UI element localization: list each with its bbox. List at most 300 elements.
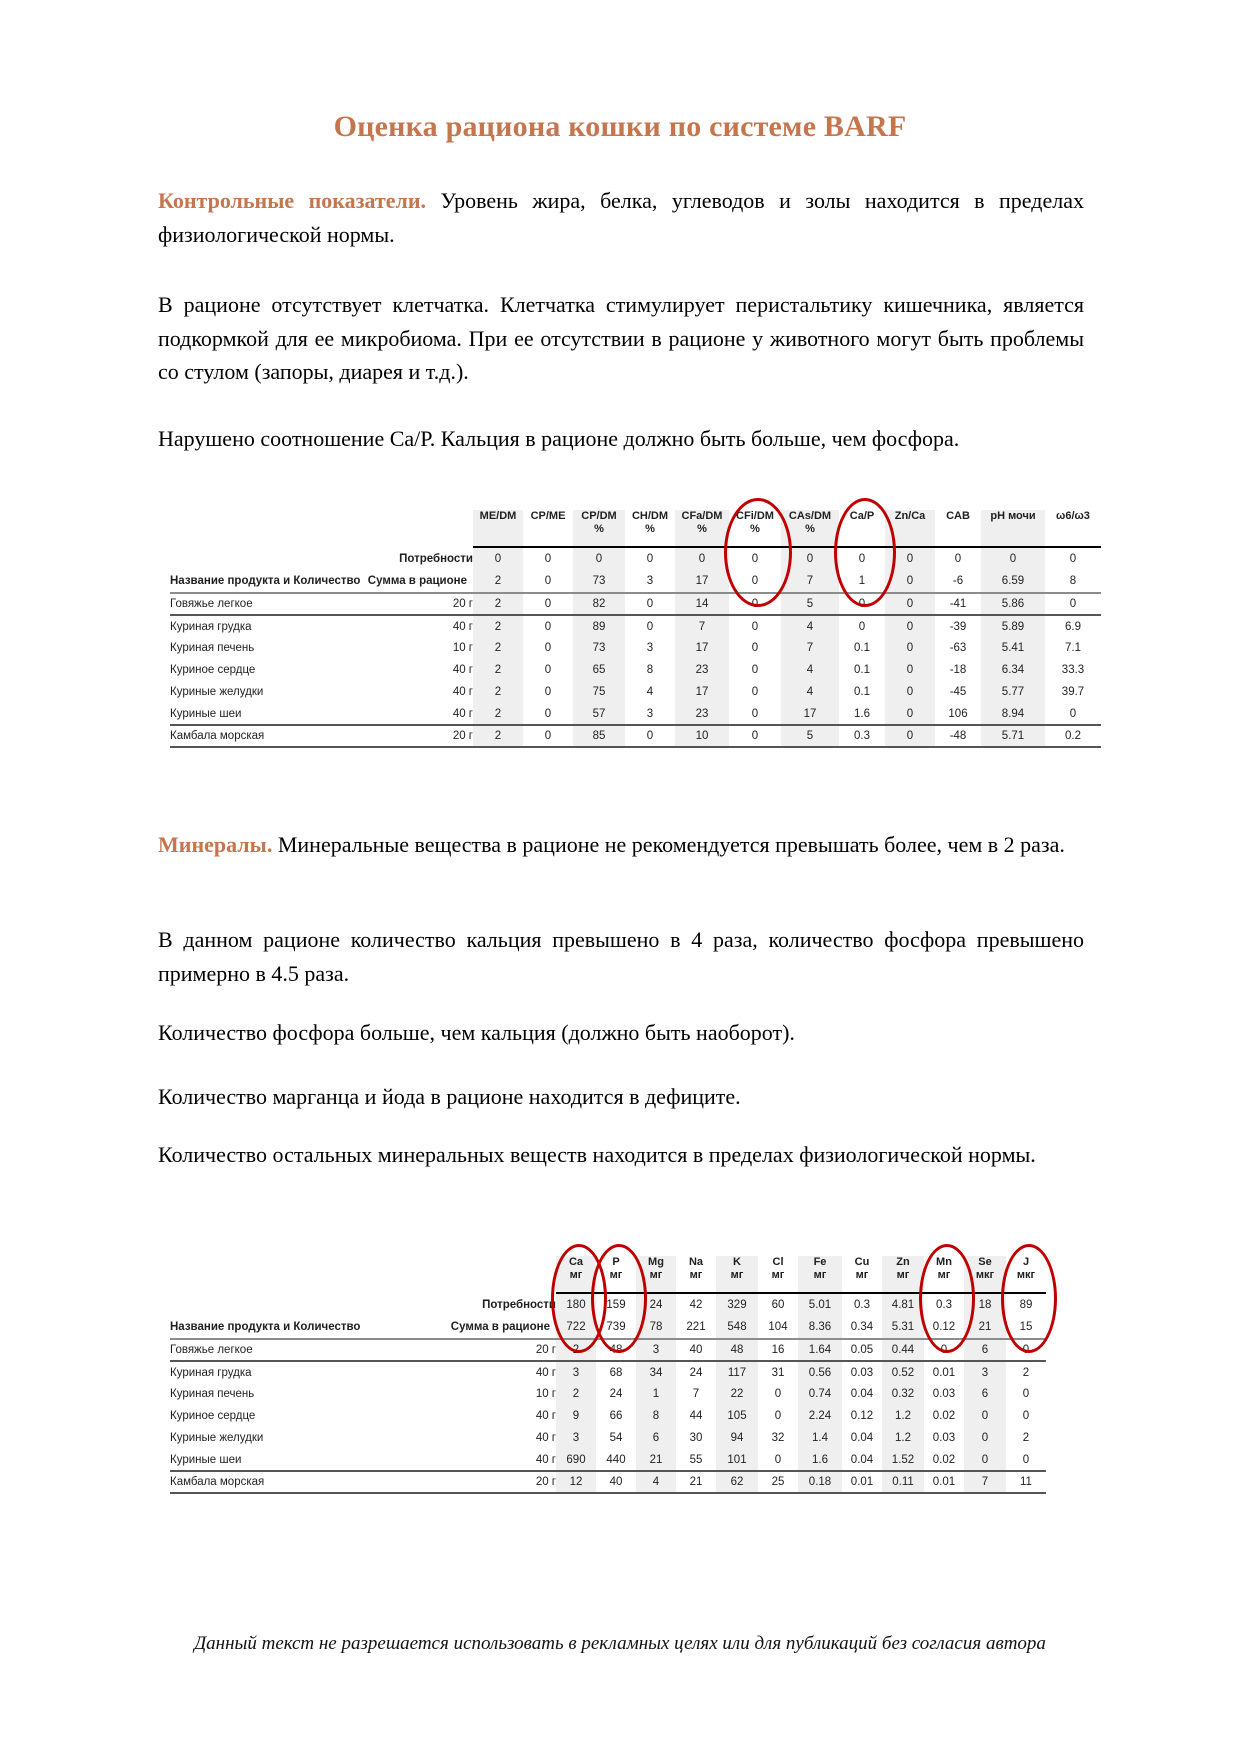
table-row <box>170 1383 1046 1405</box>
product-name: Куриная грудка <box>170 620 252 633</box>
needs-value: 0 <box>858 553 866 565</box>
table-row <box>170 593 1101 615</box>
sum-value: 0.12 <box>924 1316 964 1339</box>
cell-value: 5.71 <box>981 725 1045 747</box>
cell-value: 0 <box>544 686 552 698</box>
cell-value: 7 <box>781 637 839 659</box>
sum-value: 548 <box>716 1316 758 1339</box>
cell-value: 0.04 <box>850 1388 874 1400</box>
cell-value: 0.52 <box>882 1361 924 1383</box>
cell-value: 0 <box>729 593 781 615</box>
needs-value: 0.3 <box>936 1299 952 1311</box>
cell-value: 0 <box>625 593 675 615</box>
cell-value: 6 <box>964 1383 1006 1405</box>
cell-value: 44 <box>689 1410 703 1422</box>
cell-value: 7.1 <box>1065 642 1081 654</box>
cell-value: 7 <box>692 1388 700 1400</box>
column-header-P: P мг <box>596 1256 636 1293</box>
column-header-CP/ME: CP/ME <box>523 510 573 547</box>
sum-value: 1 <box>839 570 885 593</box>
cell-value: 24 <box>689 1366 703 1379</box>
cell-value: 3 <box>625 703 675 725</box>
needs-value: 0 <box>885 547 935 570</box>
sum-value: 21 <box>964 1316 1006 1339</box>
needs-value: 0 <box>981 547 1045 570</box>
product-quantity: 40 г <box>452 620 473 633</box>
header-spacer <box>170 510 473 547</box>
cell-value: 31 <box>771 1366 785 1379</box>
paragraph-minerals-text: Минеральные вещества в рационе не рекомендуется превышать более, чем в 2 раза. <box>272 832 1065 857</box>
cell-value: 0 <box>523 725 573 747</box>
table-row <box>170 1339 1046 1361</box>
product-name-column-header: Название продукта и Количество <box>170 575 361 587</box>
cell-value: 0 <box>1022 1410 1030 1422</box>
cell-value: 8 <box>646 664 654 676</box>
cell-value: 22 <box>716 1383 758 1405</box>
cell-value: 690 <box>556 1449 596 1471</box>
paragraph-ca-p-ratio: Нарушено соотношение Са/Р. Кальция в рационе должно быть больше, чем фосфора. <box>158 426 960 451</box>
cell-value: 0 <box>729 703 781 725</box>
control-indicators-table-block <box>170 510 1101 748</box>
paragraph-control-text: Уровень жира, белка, углеводов и золы находится в пределах физиологической нормы. <box>158 188 1084 247</box>
copyright-notice: Данный текст не разрешается использовать в рекламных целях или для публикаций без согласия автора <box>194 1633 1046 1654</box>
product-name: Куриные шеи <box>170 703 395 725</box>
cell-value: -39 <box>949 620 967 633</box>
cell-value: 1.6 <box>839 703 885 725</box>
sum-row-label: Сумма в рационе <box>367 575 467 587</box>
cell-value: 0 <box>858 620 866 633</box>
product-name: Куриные желудки <box>170 686 264 698</box>
header-spacer <box>170 1256 556 1293</box>
cell-value: 6 <box>964 1339 1006 1361</box>
cell-value: 117 <box>716 1361 758 1383</box>
cell-value: 1.2 <box>882 1427 924 1449</box>
cell-value: 2.24 <box>798 1405 842 1427</box>
table-row <box>170 703 1101 725</box>
cell-value: 21 <box>676 1471 716 1493</box>
needs-value: 89 <box>1019 1299 1033 1311</box>
cell-value: 2 <box>1022 1432 1030 1444</box>
column-header-K: K мг <box>716 1256 758 1293</box>
needs-value: 0 <box>544 553 552 565</box>
needs-row-label: Потребности <box>399 552 473 565</box>
sum-value: 6.59 <box>981 570 1045 593</box>
product-quantity: 20 г <box>395 725 473 747</box>
column-header-Ca: Ca мг <box>556 1256 596 1293</box>
cell-value: 0 <box>885 703 935 725</box>
cell-value: 0.32 <box>882 1383 924 1405</box>
cell-value: 0.01 <box>932 1366 956 1379</box>
needs-row <box>170 547 1101 570</box>
table-row <box>170 1449 1046 1471</box>
column-header-Ca/P: Ca/P <box>839 510 885 547</box>
cell-value: -41 <box>935 593 981 615</box>
cell-value: 2 <box>473 593 523 615</box>
product-name: Куриная печень <box>170 642 255 654</box>
cell-value: 0 <box>729 725 781 747</box>
cell-value: 0 <box>1045 703 1101 725</box>
cell-value: 12 <box>556 1471 596 1493</box>
sum-value: 5.31 <box>882 1316 924 1339</box>
column-header-Se: Se мкг <box>964 1256 1006 1293</box>
cell-value: 40 <box>596 1471 636 1493</box>
cell-value: 0.03 <box>932 1432 956 1444</box>
product-quantity: 20 г <box>480 1471 556 1493</box>
column-header-Mg: Mg мг <box>636 1256 676 1293</box>
paragraph-calcium: В данном рационе количество кальция превышено в 4 раза, количество фосфора превышено примерно в 4.5 раза. <box>158 927 1084 986</box>
needs-value: 60 <box>771 1299 785 1311</box>
cell-value: 23 <box>675 703 729 725</box>
sum-row <box>170 1316 1046 1339</box>
sum-value: -6 <box>935 570 981 593</box>
column-header-CH/DM: CH/DM % <box>625 510 675 547</box>
table-row <box>170 725 1101 747</box>
cell-value: 48 <box>716 1339 758 1361</box>
cell-value: 0 <box>885 659 935 681</box>
product-quantity: 40 г <box>535 1432 556 1444</box>
cell-value: 34 <box>636 1361 676 1383</box>
needs-value: 0 <box>751 553 759 565</box>
cell-value: 0 <box>774 1388 782 1400</box>
cell-value: 3 <box>556 1427 596 1449</box>
column-header-ω6/ω3: ω6/ω3 <box>1045 510 1101 547</box>
cell-value: 5.77 <box>981 681 1045 703</box>
cell-value: 0.01 <box>842 1471 882 1493</box>
product-quantity: 40 г <box>480 1449 556 1471</box>
cell-value: 0 <box>964 1405 1006 1427</box>
cell-value: 105 <box>716 1405 758 1427</box>
needs-value: 0 <box>675 547 729 570</box>
cell-value: 14 <box>675 593 729 615</box>
cell-value: 8.94 <box>981 703 1045 725</box>
cell-value: 32 <box>771 1432 785 1444</box>
sum-value: 78 <box>636 1316 676 1339</box>
cell-value: 68 <box>609 1366 623 1379</box>
needs-value: 0 <box>646 553 654 565</box>
cell-value: 0.1 <box>854 642 870 654</box>
sum-value: 104 <box>758 1316 798 1339</box>
product-name: Куриные шеи <box>170 1449 480 1471</box>
cell-value: 0 <box>1045 593 1101 615</box>
table-row <box>170 615 1101 637</box>
cell-value: 0 <box>885 615 935 637</box>
cell-value: 6.34 <box>981 659 1045 681</box>
cell-value: 94 <box>716 1427 758 1449</box>
cell-value: 0.18 <box>798 1471 842 1493</box>
cell-value: 1.4 <box>798 1427 842 1449</box>
paragraph-minerals <box>158 828 1084 862</box>
cell-value: 6.9 <box>1065 620 1081 633</box>
cell-value: 101 <box>716 1449 758 1471</box>
cell-value: 0.04 <box>850 1432 874 1444</box>
product-quantity: 40 г <box>395 703 473 725</box>
cell-value: 30 <box>689 1432 703 1444</box>
cell-value: 24 <box>609 1388 623 1400</box>
cell-value: 0 <box>1022 1388 1030 1400</box>
product-name-column-header: Название продукта и Количество <box>170 1321 361 1333</box>
sum-value: 0.34 <box>842 1316 882 1339</box>
cell-value: 7 <box>964 1471 1006 1493</box>
cell-value: 48 <box>596 1339 636 1361</box>
cell-value: 4 <box>646 686 654 698</box>
table-row <box>170 637 1101 659</box>
cell-value: 17 <box>781 703 839 725</box>
column-header-J: J мкг <box>1006 1256 1046 1293</box>
column-header-CFa/DM: CFa/DM % <box>675 510 729 547</box>
cell-value: 39.7 <box>1061 686 1085 698</box>
sum-row-label: Сумма в рационе <box>450 1321 550 1333</box>
cell-value: 0 <box>544 642 552 654</box>
cell-value: 1.6 <box>798 1449 842 1471</box>
column-header-CP/DM: CP/DM % <box>573 510 625 547</box>
cell-value: 5 <box>781 593 839 615</box>
cell-value: 0 <box>523 593 573 615</box>
product-name: Куриное сердце <box>170 664 256 676</box>
cell-value: -48 <box>935 725 981 747</box>
cell-value: 65 <box>573 659 625 681</box>
cell-value: 0.01 <box>924 1471 964 1493</box>
sum-value: 8.36 <box>798 1316 842 1339</box>
cell-value: 0 <box>523 703 573 725</box>
cell-value: 66 <box>609 1410 623 1422</box>
cell-value: 3 <box>556 1361 596 1383</box>
needs-value: 5.01 <box>798 1293 842 1316</box>
minerals-table <box>170 1256 1046 1494</box>
sum-value: 221 <box>676 1316 716 1339</box>
cell-value: 2 <box>473 703 523 725</box>
cell-value: 40 <box>676 1339 716 1361</box>
cell-value: 0 <box>885 593 935 615</box>
product-name: Куриная грудка <box>170 1366 252 1379</box>
section-lead-minerals: Минералы. <box>158 832 273 857</box>
needs-value: 0.3 <box>854 1299 870 1311</box>
product-quantity: 40 г <box>535 1410 556 1422</box>
cell-value: 73 <box>573 637 625 659</box>
cell-value: 75 <box>573 681 625 703</box>
column-header-Mn: Mn мг <box>924 1256 964 1293</box>
cell-value: 0 <box>751 620 759 633</box>
cell-value: 0 <box>774 1410 782 1422</box>
table-row <box>170 1361 1046 1383</box>
cell-value: 2 <box>473 659 523 681</box>
cell-value: 4 <box>636 1471 676 1493</box>
column-header-CAs/DM: CAs/DM % <box>781 510 839 547</box>
table-row <box>170 1405 1046 1427</box>
cell-value: 5.86 <box>981 593 1045 615</box>
cell-value: 440 <box>596 1449 636 1471</box>
cell-value: 2 <box>556 1383 596 1405</box>
column-header-Cl: Cl мг <box>758 1256 798 1293</box>
cell-value: 5 <box>781 725 839 747</box>
sum-value: 17 <box>675 570 729 593</box>
cell-value: 0 <box>924 1339 964 1361</box>
cell-value: 0 <box>885 725 935 747</box>
cell-value: 0.03 <box>932 1388 956 1400</box>
paragraph-fiber: В рационе отсутствует клетчатка. Клетчатка стимулирует перистальтику кишечника, является подкормкой для ее микробиома. При ее отсутствии в рационе у животного могут быть проблемы со стулом (запоры, диарея и т.д.). <box>158 292 1084 384</box>
sum-value: 3 <box>625 570 675 593</box>
sum-value: 8 <box>1045 570 1101 593</box>
cell-value: 1.64 <box>798 1339 842 1361</box>
cell-value: 9 <box>556 1405 596 1427</box>
control-indicators-table <box>170 510 1101 748</box>
sum-value: 15 <box>1006 1316 1046 1339</box>
cell-value: 1 <box>636 1383 676 1405</box>
needs-value: 0 <box>473 547 523 570</box>
product-name: Камбала морская <box>170 725 395 747</box>
cell-value: 85 <box>573 725 625 747</box>
cell-value: -18 <box>949 664 967 676</box>
cell-value: 10 <box>675 725 729 747</box>
product-name: Говяжье легкое <box>170 1339 480 1361</box>
table-row <box>170 1427 1046 1449</box>
cell-value: 0.12 <box>850 1410 874 1422</box>
cell-value: 57 <box>573 703 625 725</box>
cell-value: -45 <box>949 686 967 698</box>
table-row <box>170 1471 1046 1493</box>
cell-value: 0.1 <box>854 664 870 676</box>
cell-value: 0.04 <box>842 1449 882 1471</box>
cell-value: 2 <box>556 1339 596 1361</box>
cell-value: 54 <box>609 1432 623 1444</box>
cell-value: 0.1 <box>854 686 870 698</box>
sum-value: 722 <box>556 1316 596 1339</box>
sum-value: 0 <box>523 570 573 593</box>
cell-value: 0 <box>839 593 885 615</box>
cell-value: 3 <box>636 1339 676 1361</box>
sum-row <box>170 570 1101 593</box>
needs-row <box>170 1293 1046 1316</box>
column-header-Zn: Zn мг <box>882 1256 924 1293</box>
cell-value: 2 <box>473 725 523 747</box>
needs-value: 0 <box>573 547 625 570</box>
table-row <box>170 659 1101 681</box>
sum-value: 7 <box>781 570 839 593</box>
product-name: Куриные желудки <box>170 1432 264 1444</box>
product-name: Куриная печень <box>170 1388 255 1400</box>
cell-value: 0 <box>646 620 654 633</box>
cell-value: 2 <box>473 637 523 659</box>
cell-value: 1.2 <box>882 1405 924 1427</box>
cell-value: 0 <box>544 620 552 633</box>
cell-value: 0.44 <box>882 1339 924 1361</box>
cell-value: 11 <box>1006 1471 1046 1493</box>
cell-value: 7 <box>675 615 729 637</box>
needs-value: 18 <box>964 1293 1006 1316</box>
cell-value: 0.3 <box>839 725 885 747</box>
cell-value: 4 <box>781 681 839 703</box>
product-quantity: 10 г <box>535 1388 556 1400</box>
cell-value: 21 <box>636 1449 676 1471</box>
product-name: Куриное сердце <box>170 1410 256 1422</box>
table-row <box>170 681 1101 703</box>
cell-value: 0 <box>964 1427 1006 1449</box>
cell-value: 16 <box>758 1339 798 1361</box>
cell-value: 4 <box>781 659 839 681</box>
column-header-CAB: CAB <box>935 510 981 547</box>
section-lead-control: Контрольные показатели. <box>158 188 426 213</box>
cell-value: 82 <box>573 593 625 615</box>
product-quantity: 40 г <box>535 1366 556 1379</box>
needs-value: 0 <box>1069 553 1077 565</box>
cell-value: 106 <box>935 703 981 725</box>
cell-value: 0 <box>544 664 552 676</box>
product-quantity: 40 г <box>452 686 473 698</box>
cell-value: 3 <box>646 642 654 654</box>
cell-value: 33.3 <box>1061 664 1085 676</box>
cell-value: -63 <box>949 642 967 654</box>
cell-value: 8 <box>636 1405 676 1427</box>
cell-value: 0 <box>751 642 759 654</box>
column-header-Fe: Fe мг <box>798 1256 842 1293</box>
needs-value: 159 <box>606 1299 626 1311</box>
product-quantity: 20 г <box>480 1339 556 1361</box>
page-title: Оценка рациона кошки по системе BARF <box>333 110 907 143</box>
sum-value: 0 <box>885 570 935 593</box>
cell-value: 0.02 <box>932 1410 956 1422</box>
cell-value: 0 <box>885 637 935 659</box>
column-header-pH мочи: pH мочи <box>981 510 1045 547</box>
column-header-Na: Na мг <box>676 1256 716 1293</box>
product-name: Камбала морская <box>170 1471 480 1493</box>
cell-value: 55 <box>676 1449 716 1471</box>
cell-value: 0 <box>751 686 759 698</box>
cell-value: 0.2 <box>1045 725 1101 747</box>
cell-value: 2 <box>473 681 523 703</box>
cell-value: 5.41 <box>981 637 1045 659</box>
cell-value: 3 <box>964 1361 1006 1383</box>
cell-value: 17 <box>675 637 729 659</box>
sum-value: 2 <box>473 570 523 593</box>
cell-value: 4 <box>781 615 839 637</box>
needs-value: 24 <box>636 1293 676 1316</box>
cell-value: 0 <box>751 664 759 676</box>
cell-value: 6 <box>636 1427 676 1449</box>
cell-value: 0 <box>758 1449 798 1471</box>
minerals-table-block <box>170 1256 1046 1494</box>
sum-value: 739 <box>596 1316 636 1339</box>
cell-value: 0.56 <box>798 1361 842 1383</box>
cell-value: 25 <box>758 1471 798 1493</box>
cell-value: 0 <box>1006 1449 1046 1471</box>
column-header-Zn/Ca: Zn/Ca <box>885 510 935 547</box>
needs-value: 180 <box>556 1293 596 1316</box>
cell-value: 2 <box>473 615 523 637</box>
cell-value: 0.03 <box>850 1366 874 1379</box>
needs-value: 42 <box>689 1299 703 1311</box>
column-header-ME/DM: ME/DM <box>473 510 523 547</box>
needs-value: 0 <box>781 547 839 570</box>
cell-value: 17 <box>675 681 729 703</box>
paragraph-phosphorus: Количество фосфора больше, чем кальция (должно быть наоборот). <box>158 1020 795 1045</box>
needs-row-label: Потребности <box>482 1298 556 1311</box>
cell-value: 5.89 <box>981 615 1045 637</box>
cell-value: 0 <box>885 681 935 703</box>
cell-value: 1.52 <box>882 1449 924 1471</box>
cell-value: 0.74 <box>798 1383 842 1405</box>
paragraph-manganese-iodine: Количество марганца и йода в рационе находится в дефиците. <box>158 1084 741 1109</box>
needs-value: 0 <box>954 553 962 565</box>
sum-value: 73 <box>573 570 625 593</box>
needs-value: 329 <box>716 1293 758 1316</box>
cell-value: 2 <box>1022 1366 1030 1379</box>
paragraph-control-indicators <box>158 184 1084 251</box>
cell-value: 62 <box>716 1471 758 1493</box>
sum-value: 0 <box>729 570 781 593</box>
column-header-Cu: Cu мг <box>842 1256 882 1293</box>
cell-value: 0.11 <box>882 1471 924 1493</box>
cell-value: 0 <box>1006 1339 1046 1361</box>
product-quantity: 40 г <box>452 664 473 676</box>
